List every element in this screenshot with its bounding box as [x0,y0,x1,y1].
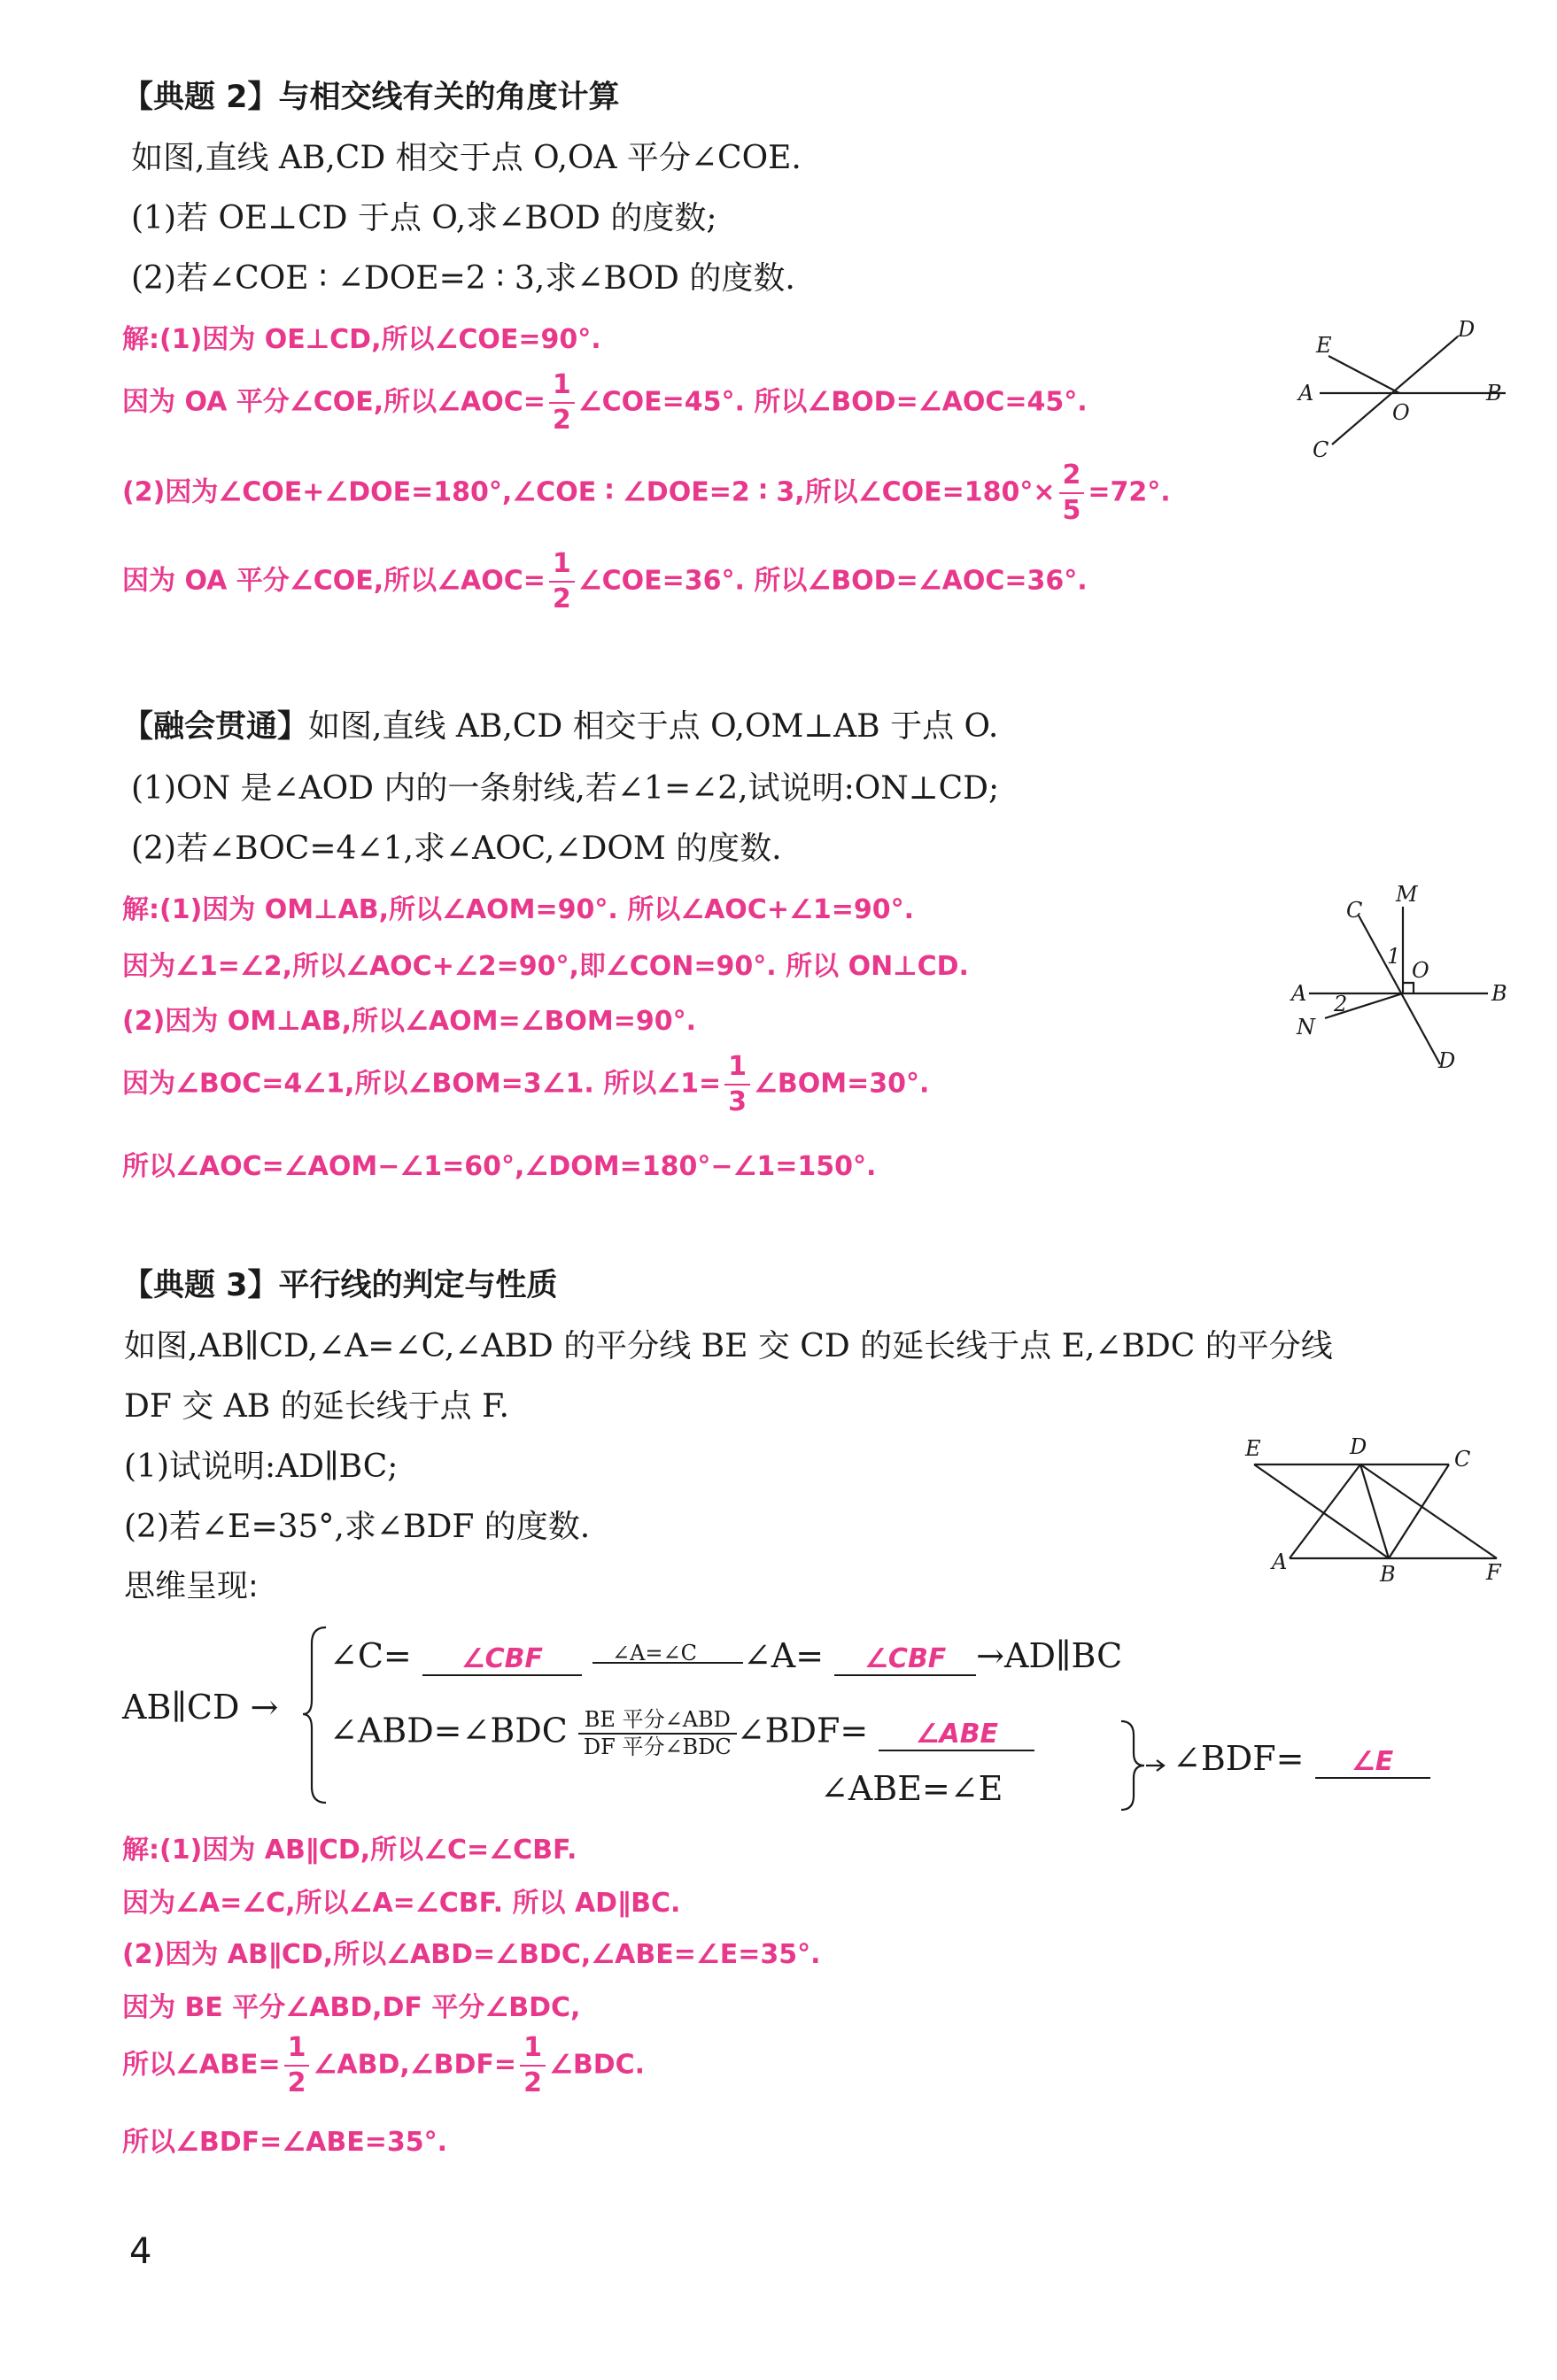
arrow-label-bottom: DF 平分∠BDC [583,1735,732,1760]
fraction-numerator: 1 [549,551,575,583]
flow-text: ∠ABD=∠BDC [329,1711,568,1750]
figure-perpendicular-lines [1282,878,1522,1082]
answer-text: ∠ABD,∠BDF= [313,2049,517,2081]
fraction-half [549,369,575,436]
example3-stem-line1: 如图,AB∥CD,∠A=∠C,∠ABD 的平分线 BE 交 CD 的延长线于点 E,∠BDC 的平分线 [124,1328,1333,1364]
flow-text: ∠C= [329,1636,412,1675]
label-o: O [1392,400,1410,425]
example2-title: 【典题 2】与相交线有关的角度计算 [122,80,620,115]
answer-text: 因为∠BOC=4∠1,所以∠BOM=3∠1. 所以∠1= [122,1068,722,1100]
example3-title: 【典题 3】平行线的判定与性质 [122,1268,558,1303]
example2-answer-line1: 解:(1)因为 OE⊥CD,所以∠COE=90°. [122,324,601,355]
arrow-path [1146,1760,1164,1771]
example2-answer-line3 [122,462,1171,524]
label-a: A [1298,381,1314,406]
fraction-denominator: 3 [728,1086,747,1117]
label-c: C [1346,898,1363,923]
right-angle-mark [1403,983,1414,993]
fraction-numerator: 1 [549,372,575,404]
label-o: O [1412,958,1429,983]
fraction-half [284,2032,310,2098]
arrow-label: ∠A=∠C [611,1641,697,1665]
fraction-half [520,2032,546,2098]
segment-db [1360,1464,1389,1558]
page-number: 4 [129,2231,152,2272]
label-b: B [1491,981,1507,1006]
brace-path [303,1627,326,1803]
figure-intersecting-lines [1293,310,1523,469]
flow-row3: ∠ABE=∠E [820,1769,1003,1808]
answer-text: ∠COE=36°. 所以∠BOD=∠AOC=36°. [577,565,1088,597]
example3-answer-line6: 所以∠BDF=∠ABE=35°. [122,2127,448,2158]
example3-answer-line5 [122,2032,646,2098]
label-c: C [1313,437,1329,462]
answer-text: 所以∠ABE= [122,2049,281,2081]
fraction-numerator: 1 [284,2035,310,2067]
label-b: B [1486,381,1502,406]
flow-text: ∠BDF= [1173,1739,1305,1778]
flow-blank: ∠ABE [879,1719,1034,1751]
fraction-denominator: 2 [552,583,571,614]
flow-row1 [329,1636,1122,1676]
label-n: N [1297,1015,1315,1039]
mix-question1: (1)ON 是∠AOD 内的一条射线,若∠1=∠2,试说明:ON⊥CD; [131,770,1000,807]
fraction-half [549,548,575,614]
example3-answer-line4: 因为 BE 平分∠ABD,DF 平分∠BDC, [122,1992,581,2023]
label-angle2: 2 [1334,992,1348,1016]
fraction-numerator: 1 [520,2035,546,2067]
example2-stem: 如图,直线 AB,CD 相交于点 O,OA 平分∠COE. [131,140,802,176]
flow-row2 [329,1709,1034,1758]
fraction-denominator: 5 [1062,495,1081,526]
segment-bc [1389,1464,1449,1558]
label-d: D [1458,317,1476,342]
fraction-one-third [724,1051,750,1117]
fraction-numerator: 1 [724,1054,750,1086]
label-angle1: 1 [1387,944,1401,969]
thinking-label: 思维呈现: [124,1569,259,1604]
fraction-two-fifths [1059,462,1085,524]
answer-text: =72°. [1088,476,1171,508]
flow-final [1173,1739,1430,1779]
fraction-denominator: 2 [523,2067,542,2098]
flow-blank: ∠E [1315,1746,1430,1779]
fraction-numerator: 2 [1059,462,1085,494]
line-cd [1359,916,1440,1064]
example3-answer-line1: 解:(1)因为 AB∥CD,所以∠C=∠CBF. [122,1835,577,1866]
example2-question2: (2)若∠COE ∶ ∠DOE=2 ∶ 3,求∠BOD 的度数. [131,260,795,297]
mix-title: 【融会贯通】 [122,709,309,745]
segment-ad [1290,1464,1360,1558]
ray-oe [1328,356,1399,393]
answer-text: ∠BOM=30°. [753,1068,930,1100]
answer-text: ∠BDC. [548,2049,646,2081]
answer-text: 因为 OA 平分∠COE,所以∠AOC= [122,386,546,418]
mix-answer-line1: 解:(1)因为 OM⊥AB,所以∠AOM=90°. 所以∠AOC+∠1=90°. [122,894,915,925]
answer-text: (2)因为∠COE+∠DOE=180°,∠COE ∶ ∠DOE=2 ∶ 3,所以∠COE=180°× [122,476,1056,508]
mix-answer-line4 [122,1051,930,1117]
arrow-label-top: BE 平分∠ABD [578,1709,737,1735]
mix-stem: 如图,直线 AB,CD 相交于点 O,OM⊥AB 于点 O. [308,708,999,745]
example3-question2: (2)若∠E=35°,求∠BDF 的度数. [124,1509,591,1545]
fraction-denominator: 2 [287,2067,306,2098]
flow-arrow-labeled [578,1709,737,1758]
label-c: C [1454,1447,1471,1472]
label-d: D [1350,1434,1367,1459]
flow-text: →AD∥BC [976,1636,1123,1675]
figure-parallel-lines [1240,1434,1523,1594]
mix-answer-line2: 因为∠1=∠2,所以∠AOC+∠2=90°,即∠CON=90°. 所以 ON⊥CD. [122,951,969,982]
flow-brace-right [1118,1718,1171,1815]
answer-text: ∠COE=45°. 所以∠BOD=∠AOC=45°. [577,386,1088,418]
example3-answer-line2: 因为∠A=∠C,所以∠A=∠CBF. 所以 AD∥BC. [122,1888,681,1919]
example3-answer-line3: (2)因为 AB∥CD,所以∠ABD=∠BDC,∠ABE=∠E=35°. [122,1939,821,1970]
mix-answer-line3: (2)因为 OM⊥AB,所以∠AOM=∠BOM=90°. [122,1006,697,1037]
label-b: B [1380,1562,1396,1587]
label-m: M [1396,882,1418,907]
mix-question2: (2)若∠BOC=4∠1,求∠AOC,∠DOM 的度数. [131,831,782,867]
answer-text: 因为 OA 平分∠COE,所以∠AOC= [122,565,546,597]
example2-answer-line4 [122,548,1088,614]
fraction-denominator: 2 [552,405,571,436]
mix-answer-line5: 所以∠AOC=∠AOM−∠1=60°,∠DOM=180°−∠1=150°. [122,1151,877,1182]
example3-stem-line2: DF 交 AB 的延长线于点 F. [124,1388,509,1425]
segment-df [1360,1464,1497,1558]
label-a: A [1291,981,1307,1006]
flow-blank: ∠CBF [422,1643,582,1676]
segment-eb [1254,1464,1389,1558]
flow-text: ∠A= [742,1636,825,1675]
flow-text: ∠BDF= [736,1711,869,1750]
label-a: A [1272,1549,1288,1574]
label-e: E [1316,333,1332,358]
example3-question1: (1)试说明:AD∥BC; [124,1449,399,1485]
flow-blank: ∠CBF [834,1643,976,1676]
label-e: E [1245,1436,1261,1461]
example2-question1: (1)若 OE⊥CD 于点 O,求∠BOD 的度数; [131,200,717,236]
mix-heading [122,701,998,746]
example2-answer-line2 [122,369,1088,436]
label-f: F [1486,1560,1501,1585]
label-d: D [1438,1048,1456,1073]
flow-start: AB∥CD → [122,1688,279,1727]
brace-path [1121,1721,1144,1810]
